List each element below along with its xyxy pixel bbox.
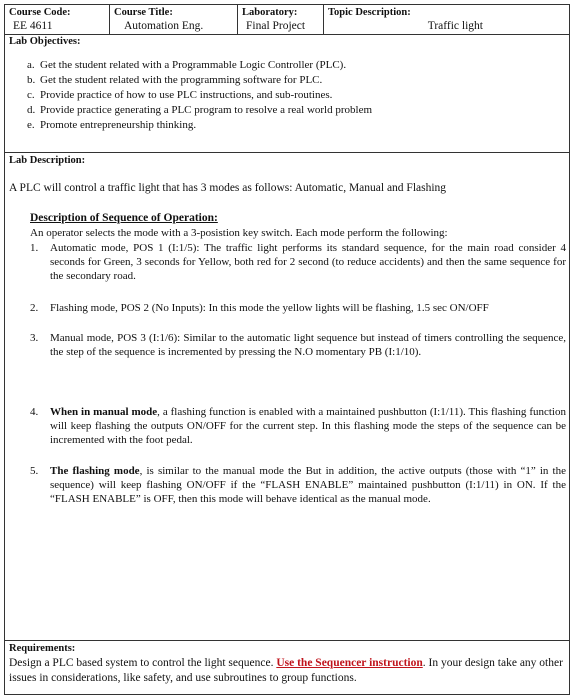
- lab-sheet: [4, 4, 570, 695]
- requirements-text-before: Design a PLC based system to control the light sequence.: [9, 657, 277, 669]
- sequence-item-number: 2.: [30, 302, 39, 314]
- sequence-item-body: [50, 241, 566, 283]
- objective-marker: b.: [27, 74, 36, 86]
- objective-marker: d.: [27, 104, 36, 116]
- sequence-item: [30, 464, 566, 506]
- objective-text: Get the student related with the programming software for PLC.: [40, 74, 323, 86]
- objective-text: Promote entrepreneurship thinking.: [40, 119, 197, 131]
- sequence-item-bold: The flashing mode: [50, 465, 140, 477]
- topic-label: Topic Description:: [328, 7, 411, 18]
- requirements-section: [5, 640, 569, 694]
- objective-item: [27, 103, 372, 118]
- sequence-title: Description of Sequence of Operation:: [30, 212, 218, 224]
- course-code-label: Course Code:: [9, 7, 71, 18]
- objective-item: [27, 73, 372, 88]
- laboratory-cell: [238, 5, 324, 34]
- sequence-item-number: 1.: [30, 242, 39, 254]
- sequence-item-number: 3.: [30, 332, 39, 344]
- course-title-cell: [110, 5, 238, 34]
- topic-cell: [324, 5, 569, 34]
- sequence-item-number: 5.: [30, 465, 39, 477]
- sequence-item: [30, 241, 566, 283]
- objective-item: [27, 58, 372, 73]
- sequence-item-number: 4.: [30, 406, 39, 418]
- requirements-text-after: . In your design take any other issues in considerations, like safety, and use subroutines to group functions.: [9, 657, 563, 684]
- sequencer-instruction-link[interactable]: Use the Sequencer instruction: [276, 657, 423, 669]
- course-code-value: EE 4611: [13, 20, 53, 32]
- objective-marker: e.: [27, 119, 35, 131]
- objective-item: [27, 118, 372, 133]
- course-code-cell: [5, 5, 110, 34]
- header-table: [5, 5, 569, 35]
- sequence-item-text: , is similar to the manual mode the But in addition, the active outputs (those with “1” in the sequence) will keep flashing ON/OFF if the “FLASH ENABLE” maintained pushbutton (I:1/11) in ON. If the “FLASH ENABLE” is OFF, then this mode will behave identical as the manual mode.: [50, 465, 566, 505]
- objective-marker: c.: [27, 89, 35, 101]
- sequence-item: [30, 331, 566, 359]
- laboratory-value: Final Project: [246, 20, 306, 32]
- sequence-item: [30, 301, 566, 315]
- sequence-item-bold: When in manual mode: [50, 406, 158, 418]
- description-section: [5, 152, 569, 641]
- objectives-list: [27, 58, 372, 133]
- laboratory-label: Laboratory:: [242, 7, 298, 18]
- objective-text: Provide practice generating a PLC program to resolve a real world problem: [40, 104, 373, 116]
- sequence-intro: An operator selects the mode with a 3-posistion key switch. Each mode perform the following:: [30, 227, 448, 239]
- requirements-body: [9, 656, 565, 686]
- sequence-item-text: Flashing mode, POS 2 (No Inputs): In this mode the yellow lights will be flashing, 1.5 sec ON/OFF: [50, 302, 489, 314]
- objectives-title: Lab Objectives:: [9, 36, 81, 47]
- course-title-value: Automation Eng.: [124, 20, 204, 32]
- course-title-label: Course Title:: [114, 7, 173, 18]
- requirements-title: Requirements:: [9, 643, 76, 654]
- objective-item: [27, 88, 372, 103]
- objective-text: Provide practice of how to use PLC instructions, and sub-routines.: [40, 89, 333, 101]
- sequence-item-text: Automatic mode, POS 1 (I:1/5): The traffic light performs its standard sequence, for the main road consider 4 seconds for Green, 3 seconds for Yellow, both red for 2 second (to reduce accidents) and then the same sequence for the secondary road.: [50, 242, 566, 282]
- sequence-item-body: [50, 301, 566, 315]
- sequence-item: [30, 405, 566, 447]
- description-title: Lab Description:: [9, 155, 86, 166]
- sequence-item-body: [50, 331, 566, 359]
- description-intro: A PLC will control a traffic light that has 3 modes as follows: Automatic, Manual and Flashing: [9, 182, 447, 194]
- objectives-section: [5, 34, 569, 153]
- topic-value: Traffic light: [427, 20, 483, 32]
- sequence-item-text: , a flashing function is enabled with a maintained pushbutton (I:1/11). This flashing function will keep flashing the outputs ON/OFF for the current step. In this flashing mode the steps of the sequence can be incremented with the foot pedal.: [50, 406, 566, 446]
- sequence-item-text: Manual mode, POS 3 (I:1/6): Similar to the automatic light sequence but instead of timers controlling the sequence, the step of the sequence is incremented by pressing the N.O momentary PB (I:1/10).: [50, 332, 566, 358]
- objective-marker: a.: [27, 59, 35, 71]
- sequence-item-body: [50, 464, 566, 506]
- sequence-item-body: [50, 405, 566, 447]
- objective-text: Get the student related with a Programmable Logic Controller (PLC).: [40, 59, 347, 71]
